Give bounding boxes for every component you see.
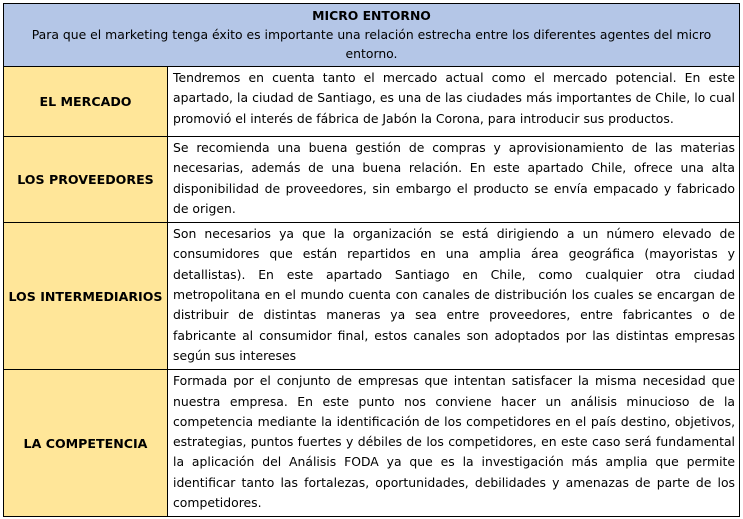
table-row-competencia — [4, 370, 740, 517]
row-label-proveedores: LOS PROVEEDORES — [4, 137, 168, 223]
table-row-proveedores — [4, 137, 740, 223]
table-title: MICRO ENTORNO — [312, 8, 431, 23]
row-label-competencia: LA COMPETENCIA — [4, 370, 168, 517]
row-label-mercado: EL MERCADO — [4, 67, 168, 137]
row-text-mercado: Tendremos en cuenta tanto el mercado actual como el mercado potencial. En este apartado, la ciudad de Santiago, es una de las ciudades más importantes de Chile, lo cual promovió el interés de fábrica de Jabón la Corona, para introducir sus productos. — [168, 67, 740, 137]
table-subtitle: Para que el marketing tenga éxito es importante una relación estrecha entre los diferentes agentes del micro entorno. — [31, 27, 712, 61]
table-header-cell — [4, 4, 740, 67]
row-text-intermediarios: Son necesarios ya que la organización se está dirigiendo a un número elevado de consumidores que están repartidos en una amplia área geográfica (mayoristas y detallistas). En este apartado Santiago en Chile, como cualquier otra ciudad metropolitana en el mundo cuenta con canales de distribución los cuales se encargan de distribuir de distintas maneras ya sea entre proveedores, entre fabricantes o de fabricante al consumidor final, estos canales son adoptados por las distintas empresas según sus intereses — [168, 223, 740, 370]
row-text-proveedores: Se recomienda una buena gestión de compras y aprovisionamiento de las materias necesarias, además de una buena relación. En este apartado Chile, ofrece una alta disponibilidad de proveedores, sin embargo el producto se envía empacado y fabricado de origen. — [168, 137, 740, 223]
table-row-mercado — [4, 67, 740, 137]
row-text-competencia: Formada por el conjunto de empresas que intentan satisfacer la misma necesidad que nuestra empresa. En este punto nos conviene hacer un análisis minucioso de la competencia mediante la identificación de los competidores en el país destino, objetivos, estrategias, puntos fuertes y débiles de los competidores, en este caso será fundamental la aplicación del Análisis FODA ya que es la investigación más amplia que permite identificar tanto las fortalezas, oportunidades, debilidades y amenazas de parte de los competidores. — [168, 370, 740, 517]
row-label-intermediarios: LOS INTERMEDIARIOS — [4, 223, 168, 370]
micro-entorno-table — [3, 3, 740, 517]
table-header-row — [4, 4, 740, 67]
table-row-intermediarios — [4, 223, 740, 370]
